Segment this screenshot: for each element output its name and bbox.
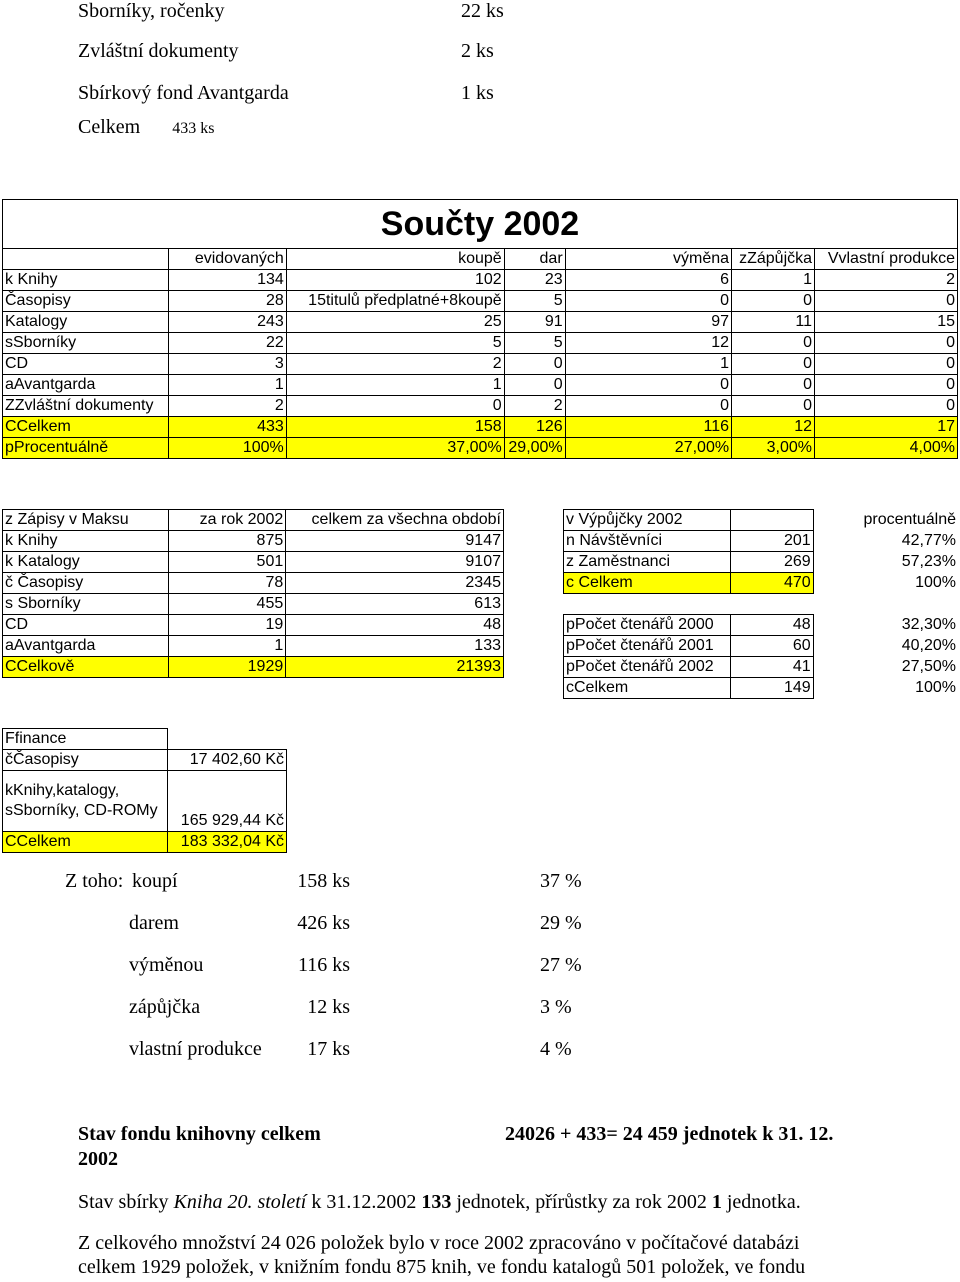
- stav-sbirky-count: 133: [421, 1191, 452, 1213]
- zapisy-row: [3, 573, 504, 594]
- zapisy-row: [3, 594, 504, 615]
- zapisy-cell: 2345: [286, 573, 504, 594]
- zapisy-cell: 21393: [286, 657, 504, 678]
- stav-fondu-year: 2002: [78, 1148, 118, 1170]
- soucty-cell: 433: [168, 417, 286, 438]
- soucty-cell: Časopisy: [3, 291, 169, 312]
- zapisy-row: [3, 531, 504, 552]
- finance-header: Ffinance: [3, 729, 168, 750]
- zapisy-cell: 875: [168, 531, 286, 552]
- soucty-header-cell: [3, 249, 169, 270]
- vypujcky-cell: 269: [730, 552, 813, 573]
- z-toho-count: 158 ks: [297, 870, 350, 892]
- top-total-row: [78, 116, 214, 139]
- soucty-cell: 15titulů předplatné+8koupě: [286, 291, 504, 312]
- soucty-row: [3, 396, 958, 417]
- zapisy-cell: 78: [168, 573, 286, 594]
- z-toho-count: 116 ks: [297, 954, 350, 976]
- finance-value: 165 929,44 Kč: [168, 771, 287, 832]
- soucty-cell: 0: [732, 333, 815, 354]
- vypujcky-cell: 57,23%: [901, 553, 956, 570]
- soucty-cell: 0: [565, 396, 731, 417]
- soucty-cell: 3,00%: [732, 438, 815, 459]
- soucty-row: [3, 417, 958, 438]
- soucty-cell: 100%: [168, 438, 286, 459]
- top-list-label: Sborníky, ročenky: [78, 0, 225, 22]
- soucty-cell: 116: [565, 417, 731, 438]
- top-list-label: Sbírkový fond Avantgarda: [78, 82, 289, 104]
- stav-fondu-value: 24026 + 433= 24 459 jednotek k 31. 12.: [505, 1123, 834, 1145]
- vypujcky-cell: 201: [730, 531, 813, 552]
- soucty-cell: 11: [732, 312, 815, 333]
- soucty-cell: 4,00%: [815, 438, 958, 459]
- zapisy-cell: CD: [3, 615, 169, 636]
- zapisy-row: [3, 615, 504, 636]
- zapisy-cell: 19: [168, 615, 286, 636]
- soucty-cell: 23: [504, 270, 565, 291]
- stav-sbirky: [78, 1191, 801, 1214]
- soucty-cell: 97: [565, 312, 731, 333]
- zapisy-header-row: [3, 510, 504, 531]
- soucty-cell: 0: [504, 354, 565, 375]
- soucty-header-cell: Vvlastní produkce: [815, 249, 958, 270]
- soucty-cell: 134: [168, 270, 286, 291]
- zapisy-cell: 455: [168, 594, 286, 615]
- soucty-header-cell: dar: [504, 249, 565, 270]
- z-toho-category: darem: [129, 912, 179, 934]
- vypujcky-cell: 32,30%: [901, 616, 956, 633]
- vypujcky-cell: 40,20%: [901, 637, 956, 654]
- zapisy-table: [2, 509, 504, 678]
- soucty-row: [3, 312, 958, 333]
- stav-fondu-label: Stav fondu knihovny celkem: [78, 1123, 321, 1145]
- vypujcky-row: [564, 552, 959, 573]
- z-toho-percent: 29 %: [540, 912, 582, 934]
- soucty-cell: 2: [504, 396, 565, 417]
- soucty-cell: 0: [815, 291, 958, 312]
- soucty-cell: 12: [732, 417, 815, 438]
- zapisy-header-cell: z Zápisy v Maksu: [3, 510, 169, 531]
- vypujcky-header-cell: v Výpůjčky 2002: [564, 510, 731, 531]
- vypujcky-cell: pPočet čtenářů 2001: [564, 636, 731, 657]
- soucty-header-cell: koupě: [286, 249, 504, 270]
- top-total-value: 433 ks: [172, 120, 215, 137]
- stav-sbirky-text: jednotek, přírůstky za rok 2002: [451, 1191, 712, 1213]
- z-toho-percent: 37 %: [540, 870, 582, 892]
- zapisy-cell: aAvantgarda: [3, 636, 169, 657]
- soucty-cell: 0: [815, 396, 958, 417]
- finance-row: [3, 832, 287, 853]
- soucty-cell: 3: [168, 354, 286, 375]
- soucty-row: [3, 375, 958, 396]
- zapisy-cell: 48: [286, 615, 504, 636]
- top-list-value: 22 ks: [461, 0, 504, 22]
- top-list-value: 1 ks: [461, 82, 494, 104]
- finance-table: [2, 728, 287, 853]
- soucty-cell: 0: [286, 396, 504, 417]
- stav-sbirky-text: jednotka.: [721, 1191, 801, 1213]
- soucty-cell: 2: [286, 354, 504, 375]
- vypujcky-cell: 60: [730, 636, 813, 657]
- closing-line: Z celkového množství 24 026 položek bylo v roce 2002 zpracováno v počítačové databázi: [78, 1232, 800, 1254]
- vypujcky-header-cell: [730, 510, 813, 531]
- soucty-cell: 29,00%: [504, 438, 565, 459]
- soucty-header-cell: výměna: [565, 249, 731, 270]
- zapisy-cell: 1: [168, 636, 286, 657]
- z-toho-category: zápůjčka: [129, 996, 201, 1018]
- soucty-cell: 5: [286, 333, 504, 354]
- top-list-row: [78, 82, 494, 105]
- stav-sbirky-text: k 31.12.2002: [306, 1191, 422, 1213]
- soucty-table: [2, 199, 958, 459]
- vypujcky-row: [564, 615, 959, 636]
- vypujcky-cell: z Zaměstnanci: [564, 552, 731, 573]
- vypujcky-spacer-cell: [564, 594, 959, 615]
- top-list-label: Zvláštní dokumenty: [78, 40, 239, 62]
- soucty-cell: 27,00%: [565, 438, 731, 459]
- vypujcky-cell: 149: [730, 678, 813, 699]
- soucty-cell: 0: [732, 354, 815, 375]
- vypujcky-cell: 100%: [915, 574, 956, 591]
- soucty-cell: 37,00%: [286, 438, 504, 459]
- vypujcky-cell: 48: [730, 615, 813, 636]
- zapisy-cell: k Knihy: [3, 531, 169, 552]
- top-list-value: 2 ks: [461, 40, 494, 62]
- stav-sbirky-title: Kniha 20. století: [173, 1191, 307, 1213]
- soucty-cell: 0: [732, 291, 815, 312]
- z-toho-category: vlastní produkce: [129, 1038, 262, 1060]
- vypujcky-row: [564, 573, 959, 594]
- vypujcky-header-row: [564, 510, 959, 531]
- z-toho-percent: 4 %: [540, 1038, 572, 1060]
- soucty-cell: 0: [565, 375, 731, 396]
- zapisy-cell: 9147: [286, 531, 504, 552]
- soucty-cell: 22: [168, 333, 286, 354]
- soucty-cell: ZZvláštní dokumenty: [3, 396, 169, 417]
- soucty-cell: 0: [815, 354, 958, 375]
- finance-value: 183 332,04 Kč: [168, 832, 287, 853]
- soucty-title: Součty 2002: [3, 200, 958, 249]
- soucty-cell: 0: [504, 375, 565, 396]
- zapisy-row: [3, 657, 504, 678]
- vypujcky-row: [564, 678, 959, 699]
- vypujcky-cell: 41: [730, 657, 813, 678]
- finance-label: kKnihy,katalogy, sSborníky, CD-ROMy: [3, 771, 168, 832]
- soucty-cell: 28: [168, 291, 286, 312]
- soucty-header-row: [3, 249, 958, 270]
- vypujcky-cell: 27,50%: [901, 658, 956, 675]
- zapisy-cell: CCelkově: [3, 657, 169, 678]
- soucty-row: [3, 354, 958, 375]
- zapisy-cell: 501: [168, 552, 286, 573]
- z-toho-count: 12 ks: [307, 996, 350, 1018]
- vypujcky-cell: cCelkem: [564, 678, 731, 699]
- soucty-row: [3, 291, 958, 312]
- soucty-header-cell: zZápůjčka: [732, 249, 815, 270]
- soucty-cell: aAvantgarda: [3, 375, 169, 396]
- closing-line: celkem 1929 položek, v knižním fondu 875 knih, ve fondu katalogů 501 položek, ve fondu: [78, 1256, 806, 1278]
- soucty-header-cell: evidovaných: [168, 249, 286, 270]
- finance-row: [3, 771, 287, 832]
- soucty-cell: 1: [168, 375, 286, 396]
- soucty-cell: 1: [565, 354, 731, 375]
- soucty-cell: 243: [168, 312, 286, 333]
- vypujcky-header-cell: procentuálně: [863, 511, 956, 528]
- zapisy-cell: 9107: [286, 552, 504, 573]
- finance-value: 17 402,60 Kč: [168, 750, 287, 771]
- soucty-cell: 91: [504, 312, 565, 333]
- zapisy-cell: 613: [286, 594, 504, 615]
- soucty-cell: 17: [815, 417, 958, 438]
- soucty-cell: CD: [3, 354, 169, 375]
- z-toho-category: koupí: [132, 870, 178, 892]
- soucty-cell: 5: [504, 291, 565, 312]
- z-toho-percent: 3 %: [540, 996, 572, 1018]
- soucty-cell: 0: [815, 375, 958, 396]
- soucty-cell: 126: [504, 417, 565, 438]
- soucty-cell: CCelkem: [3, 417, 169, 438]
- vypujcky-row: [564, 531, 959, 552]
- soucty-cell: Katalogy: [3, 312, 169, 333]
- z-toho-count: 17 ks: [307, 1038, 350, 1060]
- top-list-row: [78, 40, 494, 63]
- finance-label: CCelkem: [3, 832, 168, 853]
- vypujcky-row: [564, 657, 959, 678]
- soucty-body: [3, 270, 958, 459]
- soucty-cell: 6: [565, 270, 731, 291]
- soucty-cell: 5: [504, 333, 565, 354]
- soucty-row: [3, 270, 958, 291]
- soucty-cell: pProcentuálně: [3, 438, 169, 459]
- soucty-cell: 1: [732, 270, 815, 291]
- z-toho-count: 426 ks: [297, 912, 350, 934]
- zapisy-cell: č Časopisy: [3, 573, 169, 594]
- soucty-cell: 0: [565, 291, 731, 312]
- vypujcky-cell: pPočet čtenářů 2002: [564, 657, 731, 678]
- zapisy-cell: k Katalogy: [3, 552, 169, 573]
- vypujcky-cell: 100%: [915, 679, 956, 696]
- soucty-cell: 0: [732, 375, 815, 396]
- vypujcky-table: [563, 509, 958, 699]
- soucty-cell: 0: [815, 333, 958, 354]
- zapisy-header-cell: za rok 2002: [168, 510, 286, 531]
- vypujcky-cell: c Celkem: [564, 573, 731, 594]
- soucty-cell: 15: [815, 312, 958, 333]
- soucty-cell: k Knihy: [3, 270, 169, 291]
- soucty-cell: 12: [565, 333, 731, 354]
- vypujcky-cell: pPočet čtenářů 2000: [564, 615, 731, 636]
- stav-sbirky-text: Stav sbírky: [78, 1191, 174, 1213]
- zapisy-header-cell: celkem za všechna období: [286, 510, 504, 531]
- soucty-row: [3, 438, 958, 459]
- vypujcky-spacer: [564, 594, 959, 615]
- soucty-cell: sSborníky: [3, 333, 169, 354]
- zapisy-cell: 133: [286, 636, 504, 657]
- top-total-label: Celkem: [78, 116, 141, 138]
- zapisy-cell: s Sborníky: [3, 594, 169, 615]
- vypujcky-cell: n Návštěvníci: [564, 531, 731, 552]
- soucty-cell: 158: [286, 417, 504, 438]
- finance-label: čČasopisy: [3, 750, 168, 771]
- z-toho-percent: 27 %: [540, 954, 582, 976]
- zapisy-row: [3, 552, 504, 573]
- vypujcky-row: [564, 636, 959, 657]
- stav-sbirky-increment: 1: [711, 1191, 722, 1213]
- soucty-row: [3, 333, 958, 354]
- soucty-cell: 2: [168, 396, 286, 417]
- soucty-cell: 25: [286, 312, 504, 333]
- soucty-cell: 1: [286, 375, 504, 396]
- zapisy-row: [3, 636, 504, 657]
- soucty-cell: 102: [286, 270, 504, 291]
- soucty-cell: 2: [815, 270, 958, 291]
- z-toho-label: Z toho:: [65, 870, 124, 892]
- vypujcky-cell: 42,77%: [901, 532, 956, 549]
- zapisy-cell: 1929: [168, 657, 286, 678]
- zapisy-body: [3, 531, 504, 678]
- finance-row: [3, 750, 287, 771]
- soucty-cell: 0: [732, 396, 815, 417]
- vypujcky-cell: 470: [730, 573, 813, 594]
- z-toho-category: výměnou: [129, 954, 204, 976]
- vypujcky-body: [564, 531, 959, 699]
- top-list-row: [78, 0, 504, 23]
